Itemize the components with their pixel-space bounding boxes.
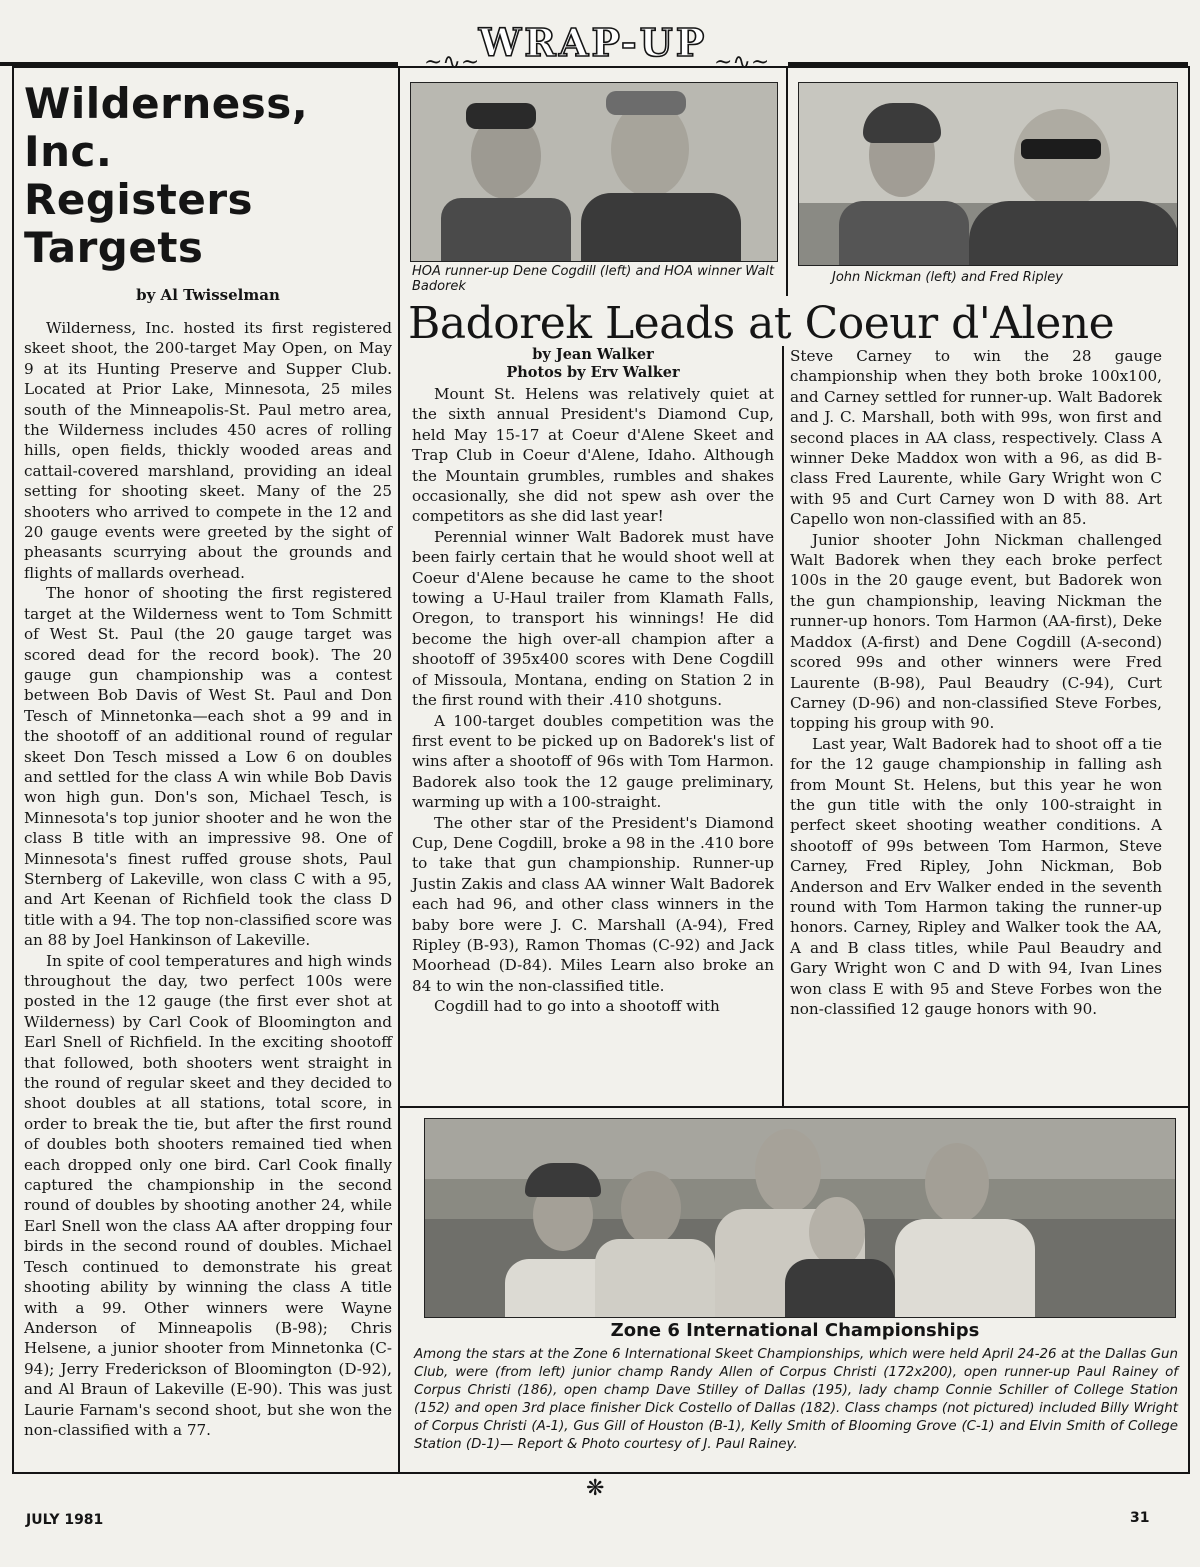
photo-nickman-ripley xyxy=(798,82,1178,266)
left-article-body xyxy=(24,318,392,1440)
paragraph: The other star of the President's Diamond Cup, Dene Cogdill, broke a 98 in the .410 bore to take that gun championship. Runner-up Justin Zakis and class AA winner Walt Badorek each had 96, and other class winners in the baby bore were J. C. Marshall (A-94), Fred Ripley (B-93), Ramon Thomas (C-92) and Jack Moorhead (D-84). Miles Learn also broke an 84 to win the non-classified title. xyxy=(412,813,774,995)
section-title: WRAP-UP xyxy=(478,20,708,65)
paragraph: Perennial winner Walt Badorek must have been fairly certain that he would shoot well at Coeur d'Alene because he came to the shoot towing a U-Haul trailer from Klamath Falls, Oregon, to transport his winnings! He did become the high over-all champion after a shootoff of 395x400 scores with Dene Cogdill of Missoula, Montana, ending on Station 2 in the first round with their .410 shotguns. xyxy=(412,527,774,710)
left-article xyxy=(24,80,392,1440)
main-article-byline: by Jean Walker xyxy=(532,346,654,363)
page-number: 31 xyxy=(1130,1510,1150,1526)
photo-hoa-winners xyxy=(410,82,778,262)
left-article-title: Wilderness, Inc. Registers Targets xyxy=(24,79,309,272)
section-header xyxy=(0,20,1200,75)
main-article-photo-credit: Photos by Erv Walker xyxy=(506,364,680,381)
paragraph: Wilderness, Inc. hosted its first registered skeet shoot, the 200-target May Open, on May 9 at its Hunting Preserve and Supper Club. Located at Prior Lake, Minnesota, 25 miles south of the Minneapolis-St. Paul metro area, the Wilderness includes 450 acres of rolling hills, open fields, thickly wooded areas and cattail-covered marshland, providing an ideal setting for shooting skeet. Many of the 25 shooters who arrived to compete in the 12 and 20 gauge events were greeted by the sight of pheasants scurrying about the grounds and flights of mallards overhead. xyxy=(24,319,392,582)
column-divider-left xyxy=(398,66,400,1474)
paragraph: Last year, Walt Badorek had to shoot off a tie for the 12 gauge championship in falling ash from Mount St. Helens, but this year he won the gun title with the only 100-straight in perfect skeet shooting weather conditions. A shootoff of 99s between Tom Harmon, Steve Carney, Fred Ripley, John Nickman, Bob Anderson and Erv Walker ended in the seventh round with Tom Harmon taking the runner-up honors. Carney, Ripley and Walker took the AA, A and B class titles, while Paul Beaudry and Gary Wright won C and D with 94, Ivan Lines won class E with 95 and Steve Forbes won the non-classified 12 gauge honors with 90. xyxy=(790,734,1162,1018)
paragraph: A 100-target doubles competition was the first event to be picked up on Badorek's list of wins after a shootoff of 96s with Tom Harmon. Badorek also took the 12 gauge preliminary, warming up with a 100-straight. xyxy=(412,711,774,812)
main-article-column-2 xyxy=(790,346,1162,1019)
paragraph: Junior shooter John Nickman challenged Walt Badorek when they each broke perfect 100s in the 20 gauge event, but Badorek won the gun championship, leaving Nickman the runner-up honors. Tom Harmon (AA-first), Deke Maddox (A-first) and Dene Cogdill (A-second) scored 99s and other winners were Fred Laurente (B-98), Paul Beaudry (C-94), Curt Carney (D-96) and non-classified Steve Forbes, topping his group with 90. xyxy=(790,530,1162,733)
issue-date: JULY 1981 xyxy=(26,1512,104,1528)
swirl-ornament-right-icon: ~∿~ xyxy=(714,50,770,75)
zone6-caption: Among the stars at the Zone 6 International Skeet Championships, which were held April 24-26 at the Dallas Gun Club, were (from left) junior champ Randy Allen of Corpus Christi (172x200), open runner-up Paul Rainey of Corpus Christi (186), open champ Dave Stilley of Dallas (195), lady champ Connie Schiller of College Station (152) and open 3rd place finisher Dick Costello of Dallas (182). Class champs (not pictured) included Billy Wright of Corpus Christi (A-1), Gus Gill of Houston (B-1), Kelly Smith of Blooming Grove (C-1) and Elvin Smith of College Station (D-1)— Report & Photo courtesy of J. Paul Rainey. xyxy=(414,1347,1178,1452)
column-divider-mid xyxy=(782,346,784,1106)
paragraph: Mount St. Helens was relatively quiet at the sixth annual President's Diamond Cup, held May 15-17 at Coeur d'Alene Skeet and Trap Club in Coeur d'Alene, Idaho. Although the Mountain grumbles, rumbles and shakes occasionally, she did not spew ash over the competitors as she did last year! xyxy=(412,385,774,526)
photo-zone6-champions xyxy=(424,1118,1176,1318)
left-article-byline: by Al Twisselman xyxy=(136,286,280,304)
paragraph: The honor of shooting the first registered target at the Wilderness went to Tom Schmitt of West St. Paul (the 20 gauge target was scored dead for the record book). The 20 gauge gun championship was a contest between Bob Davis of West St. Paul and Don Tesch of Minnetonka—each shot a 99 and in the shootoff of an additional round of regular skeet Don Tesch missed a Low 6 on doubles and settled for the class A win while Bob Davis won high gun. Don's son, Michael Tesch, is Minnesota's top junior shooter and he won the class B title with an impressive 98. One of Minnesota's finest ruffed grouse shots, Paul Sternberg of Lakeville, won class C with a 95, and Art Keenan of Richfield took the class D title with a 94. The top non-classified score was an 88 by Joel Hankinson of Lakeville. xyxy=(24,584,392,950)
footer-ornament-icon: ❋ xyxy=(586,1476,605,1501)
main-article-title: Badorek Leads at Coeur d'Alene xyxy=(408,298,1115,349)
photo-divider xyxy=(786,66,788,296)
main-article-column-1 xyxy=(412,346,774,1017)
zone6-title: Zone 6 International Championships xyxy=(610,1320,980,1341)
paragraph: Cogdill had to go into a shootoff with xyxy=(434,997,720,1016)
caption-hoa: HOA runner-up Dene Cogdill (left) and HOA winner Walt Badorek xyxy=(412,264,775,294)
swirl-ornament-left-icon: ~∿~ xyxy=(424,50,480,75)
paragraph: In spite of cool temperatures and high winds throughout the day, two perfect 100s were posted in the 12 gauge (the first ever shot at Wilderness) by Carl Cook of Bloomington and Earl Snell of Richfield. In the exciting shootoff that followed, both shooters went straight in the round of regular skeet and they decided to shoot doubles at all stations, total score, in order to break the tie, but after the first round of doubles both shooters remained tied when each dropped only one bird. Carl Cook finally captured the championship in the second round of doubles by shooting another 24, while Earl Snell won the class AA after dropping four birds in the second round of doubles. Michael Tesch continued to demonstrate his great shooting ability by winning the class A title with a 99. Other winners were Wayne Anderson of Minneapolis (B-98); Chris Helsene, a junior shooter from Minnetonka (C-94); Jerry Frederickson of Bloomington (D-92), and Al Braun of Lakeville (E-90). This was just Laurie Farnam's second shoot, but she won the non-classified with a 77. xyxy=(24,951,392,1439)
paragraph: Steve Carney to win the 28 gauge championship when they both broke 100x100, and Carney settled for runner-up. Walt Badorek and J. C. Marshall, both with 99s, won first and second places in AA class, respectively. Class A winner Deke Maddox won with a 96, as did B-class Fred Laurente, while Gary Wright won C with 95 and Curt Carney won D with 88. Art Capello won non-classified with an 85. xyxy=(790,347,1162,529)
caption-nickman: John Nickman (left) and Fred Ripley xyxy=(832,270,1063,285)
zone-section-rule xyxy=(398,1106,1190,1108)
